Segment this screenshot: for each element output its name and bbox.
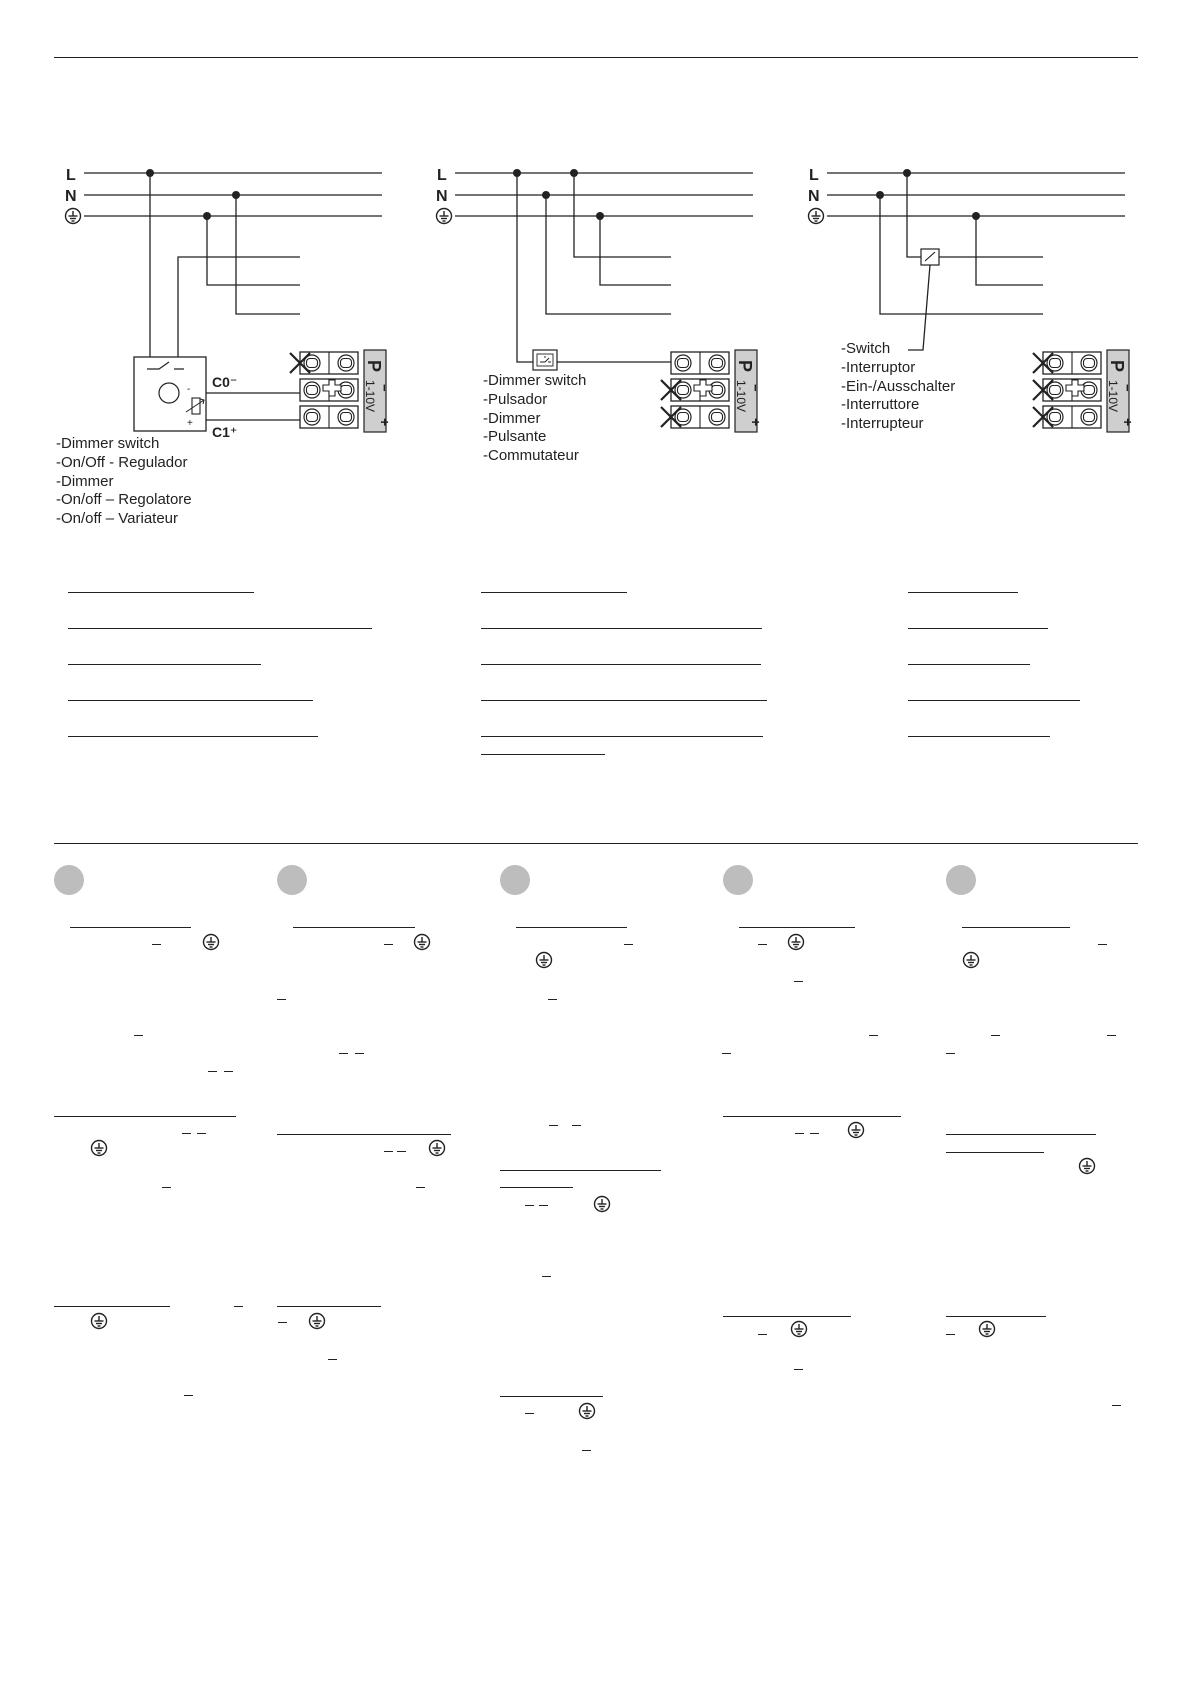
language-marker (277, 865, 307, 895)
dash-mark (1107, 1035, 1116, 1036)
wire (574, 173, 671, 257)
earth-icon (90, 1139, 108, 1157)
caption-line: -Pulsador (483, 390, 548, 408)
line-label-n: N (436, 188, 448, 205)
earth-icon (437, 209, 452, 224)
dash-mark (384, 944, 393, 945)
wire (236, 195, 300, 314)
dash-mark (525, 1205, 534, 1206)
terminal-text-1-10v: 1-10V (363, 380, 377, 413)
blank-text-line (277, 1306, 381, 1307)
language-column-3 (500, 865, 700, 1425)
earth-icon (437, 209, 452, 224)
earth-icon (308, 1312, 326, 1330)
terminal-text-1-10v: 1-10V (1106, 380, 1120, 413)
earth-icon (962, 951, 980, 969)
caption-line: -Dimmer (56, 472, 114, 490)
wire (207, 216, 300, 285)
caption-line: -On/off – Regolatore (56, 491, 192, 509)
blank-text-line (54, 1116, 236, 1117)
dash-mark (572, 1125, 581, 1126)
dash-mark (184, 1395, 193, 1396)
earth-icon (787, 933, 805, 951)
dash-mark (525, 1413, 534, 1414)
language-column-2 (277, 865, 477, 1425)
caption-line: -Interruttore (841, 396, 920, 414)
terminal-text-plus: + (1120, 418, 1136, 427)
terminal-block (300, 406, 358, 428)
blank-text-line (500, 1396, 603, 1397)
blank-text-line (739, 927, 855, 928)
caption-line: -Dimmer switch (56, 435, 160, 452)
wire (546, 195, 671, 314)
dash-mark (397, 1151, 406, 1152)
caption-line: -Interrupteur (841, 415, 924, 433)
earth-icon (202, 933, 220, 951)
dash-mark (152, 944, 161, 945)
earth-icon (847, 1121, 865, 1139)
terminal-text-minus: − (748, 384, 763, 392)
line-label-n: N (65, 188, 77, 205)
line-label-l: L (437, 167, 447, 184)
caption-line: -Pulsante (483, 428, 547, 446)
language-marker (946, 865, 976, 895)
earth-icon (809, 209, 824, 224)
earth-icon (535, 951, 553, 969)
dash-mark (991, 1035, 1000, 1036)
wire (976, 216, 1043, 285)
label-c1: C1⁺ (212, 424, 238, 440)
switch-caption (841, 340, 955, 434)
dimmer-switch-caption (56, 435, 192, 529)
language-marker (54, 865, 84, 895)
dash-mark (278, 1322, 287, 1323)
caption-line: -Ein-/Ausschalter (841, 377, 956, 395)
earth-icon (66, 209, 81, 224)
dash-mark (794, 1369, 803, 1370)
caption-line: -Interruptor (841, 358, 916, 376)
terminal-text-p: P (364, 360, 384, 373)
dash-mark (794, 981, 803, 982)
line-label-l: L (809, 167, 819, 184)
dash-mark (795, 1133, 804, 1134)
blank-text-line (516, 927, 627, 928)
dash-mark (197, 1133, 206, 1134)
blank-text-line (946, 1316, 1046, 1317)
push-button-caption (483, 372, 586, 466)
dash-mark (208, 1071, 217, 1072)
dash-mark (339, 1053, 348, 1054)
language-column-1 (54, 865, 254, 1425)
earth-icon (978, 1320, 996, 1338)
dash-mark (624, 944, 633, 945)
dash-mark (582, 1450, 591, 1451)
blank-text-line (962, 927, 1070, 928)
dash-mark (548, 999, 557, 1000)
earth-icon (809, 209, 824, 224)
wire (907, 173, 921, 257)
dash-mark (758, 944, 767, 945)
control-terminal-label (734, 350, 764, 432)
language-column-4 (723, 865, 923, 1425)
dash-mark (758, 1334, 767, 1335)
dash-mark (946, 1334, 955, 1335)
dash-mark (328, 1359, 337, 1360)
blank-text-line (723, 1116, 901, 1117)
terminal-text-minus: − (1120, 384, 1135, 392)
line-label-n: N (808, 188, 820, 205)
caption-line: -Dimmer switch (483, 372, 587, 389)
earth-icon (413, 933, 431, 951)
blank-text-line (54, 1306, 170, 1307)
dash-mark (182, 1133, 191, 1134)
wire (600, 216, 671, 285)
blank-text-line (946, 1152, 1044, 1153)
caption-line: -On/off – Variateur (56, 510, 179, 528)
dash-mark (542, 1276, 551, 1277)
wire (178, 257, 300, 357)
language-marker (723, 865, 753, 895)
terminal-text-minus: − (377, 384, 392, 392)
dash-mark (539, 1205, 548, 1206)
leader-line (908, 265, 930, 350)
blank-text-line (70, 927, 191, 928)
section-rule (54, 843, 1138, 844)
earth-icon (578, 1402, 596, 1420)
caption-line: -Switch (841, 340, 891, 357)
dash-mark (384, 1151, 393, 1152)
dash-mark (722, 1053, 731, 1054)
dash-mark (1098, 944, 1107, 945)
language-marker (500, 865, 530, 895)
terminal-text-plus: + (748, 418, 764, 427)
label-c0: C0⁻ (212, 374, 238, 390)
earth-icon (1078, 1157, 1096, 1175)
dash-mark (134, 1035, 143, 1036)
dash-mark (1112, 1405, 1121, 1406)
wire (880, 195, 1043, 314)
terminal-text-plus: + (377, 418, 393, 427)
dash-mark (946, 1053, 955, 1054)
caption-line: -Commutateur (483, 447, 579, 465)
terminal-text-1-10v: 1-10V (734, 380, 748, 413)
blank-text-line (946, 1134, 1096, 1135)
dimmer-box (134, 357, 206, 431)
blank-text-line (293, 927, 415, 928)
earth-icon (428, 1139, 446, 1157)
dash-mark (277, 999, 286, 1000)
dash-mark (162, 1187, 171, 1188)
pot-minus: - (187, 384, 191, 395)
dash-mark (810, 1133, 819, 1134)
dash-mark (234, 1306, 243, 1307)
blank-text-line (500, 1187, 573, 1188)
earth-icon (790, 1320, 808, 1338)
caption-line: -On/Off - Regulador (56, 453, 188, 471)
control-terminal-label (363, 350, 393, 432)
terminal-text-p: P (735, 360, 755, 373)
terminal-text-p: P (1107, 360, 1127, 373)
dash-mark (355, 1053, 364, 1054)
earth-icon (66, 209, 81, 224)
control-terminal-label (1106, 350, 1136, 432)
earth-icon (90, 1312, 108, 1330)
wire (517, 173, 533, 362)
dash-mark (224, 1071, 233, 1072)
blank-text-line (277, 1134, 451, 1135)
pot-plus: + (187, 418, 193, 429)
terminal-block (671, 352, 729, 374)
earth-icon (593, 1195, 611, 1213)
dash-mark (549, 1125, 558, 1126)
blank-text-line (500, 1170, 661, 1171)
dash-mark (869, 1035, 878, 1036)
blank-text-line (723, 1316, 851, 1317)
caption-line: -Dimmer (483, 409, 541, 427)
language-column-5 (946, 865, 1146, 1425)
dash-mark (416, 1187, 425, 1188)
line-label-l: L (66, 167, 76, 184)
